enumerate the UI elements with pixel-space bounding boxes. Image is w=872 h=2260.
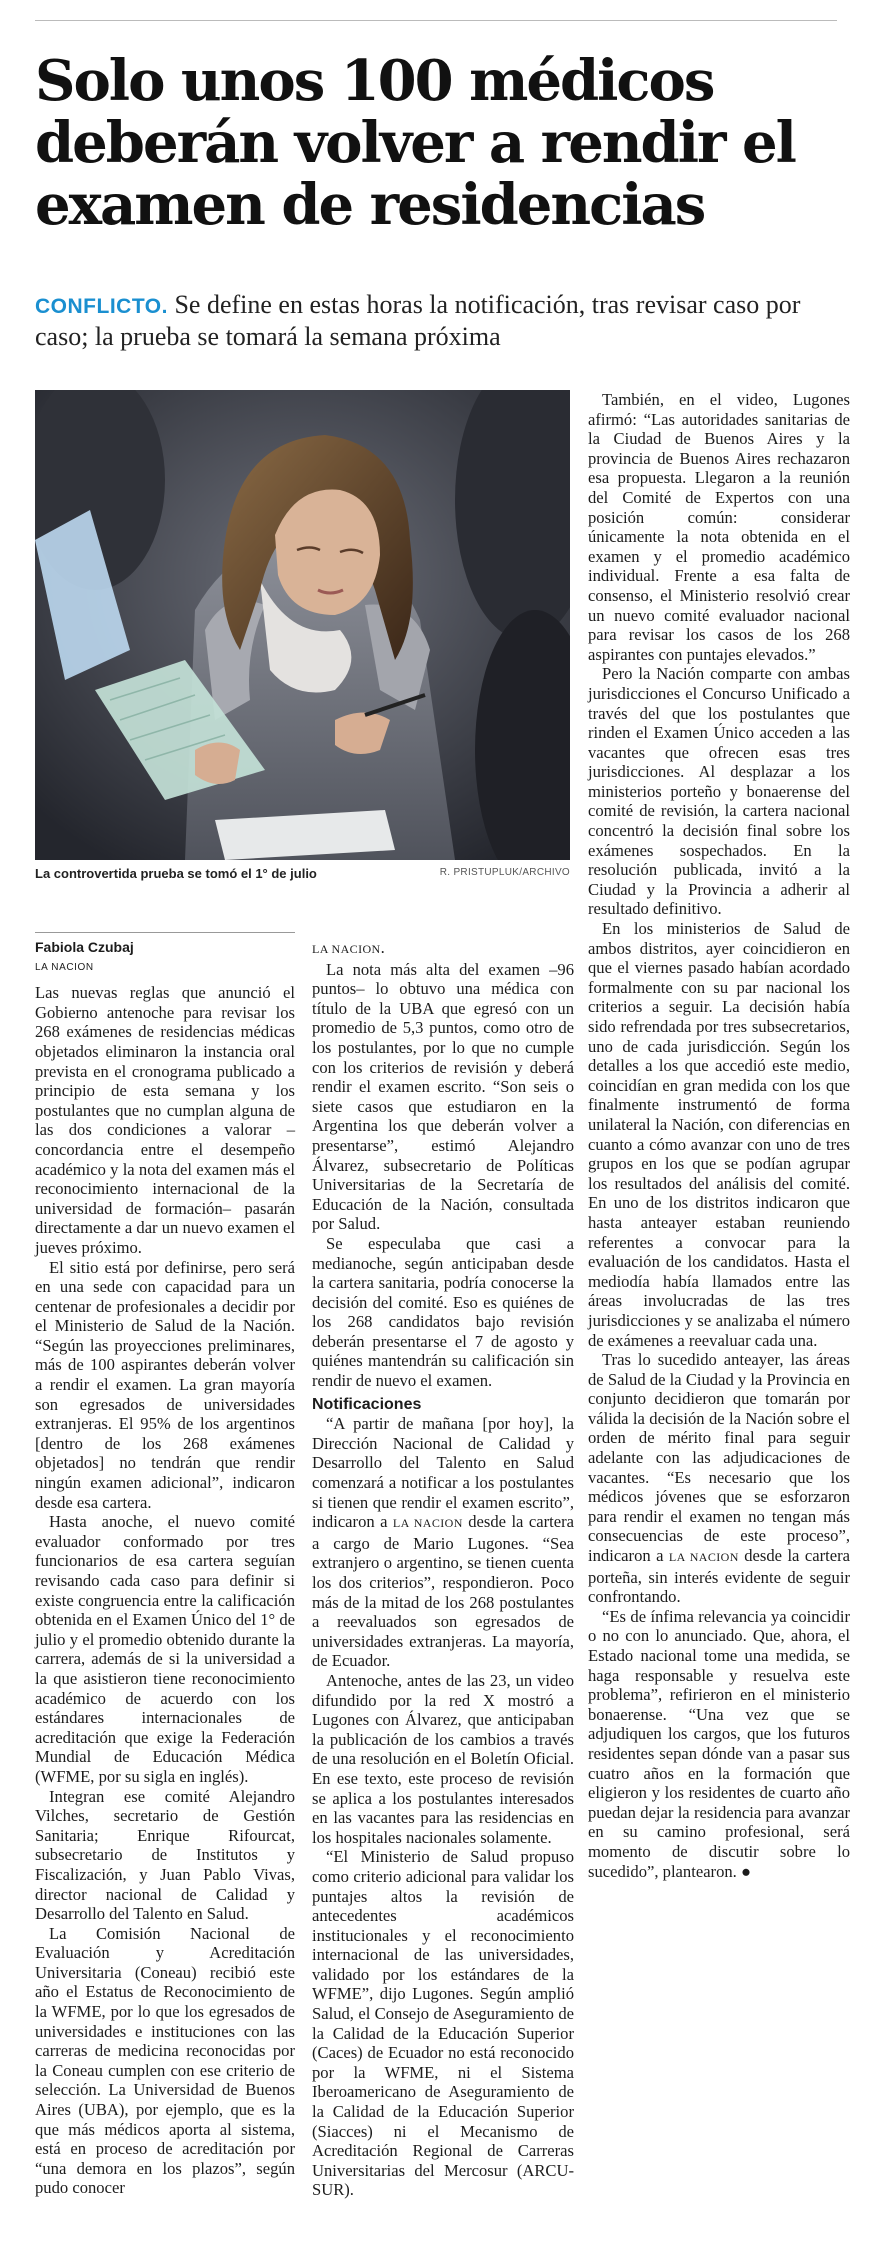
source-mention: LA NACION — [312, 942, 381, 956]
paragraph: Pero la Nación comparte con ambas jurisdicciones el Concurso Unificado a través del que los postulantes que rinden el Examen Único acceden a las vacantes que ofrecen esas tres jurisdicciones. Al desplazar a los ministerios porteño y bonaerense del comité de revisión, la cartera nacional concentró la decisión final sobre los exámenes sospechados. En la resolución publicada, invitó a la Ciudad y la Provincia a adherir al resultado definitivo. — [588, 664, 850, 919]
end-mark: ● — [736, 1861, 751, 1881]
paragraph: También, en el video, Lugones afirmó: “Las autoridades sanitarias de la Ciudad de Buenos Aires y la provincia de Buenos Aires rechazaron esa propuesta. Llegaron a la reunión del Comité de Expertos con una posición común: considerar únicamente la nota obtenida en el examen y el promedio académico individual. Frente a esa falta de consenso, el Ministerio resolvió crear un nuevo comité evaluador nacional para revisar los casos de los 268 aspirantes con puntajes elevados.” — [588, 390, 850, 664]
source-mention: LA NACION — [668, 1550, 739, 1565]
top-rule — [35, 20, 837, 21]
photo-credit: R. PRISTUPLUK/ARCHIVO — [439, 867, 570, 878]
column-3 — [588, 390, 850, 1881]
photo-caption — [35, 866, 570, 881]
paragraph — [588, 1350, 850, 1607]
deck-text: Se define en estas horas la notificación, tras revisar caso por caso; la prueba se tomará la semana próxima — [35, 290, 801, 351]
byline-author: Fabiola Czubaj — [35, 939, 134, 955]
paragraph-text: La Comisión Nacional de Evaluación y Acreditación Universitaria (Coneau) recibió este año el Estatus de Reconocimiento de la WFME, por lo que los egresados de universidades e instituciones con las carreras de medicina reconocidas por la Coneau cumplen con ese criterio de selección. La Universidad de Buenos Aires (UBA), por ejemplo, que es la que más médicos aporta al sistema, está en proceso de acreditación por “una demora en los plazos”, según pudo conocer — [35, 1923, 295, 2198]
paragraph — [588, 1607, 850, 1881]
paragraph-text: “Es de ínfima relevancia ya coincidir o no con lo anunciado. Que, ahora, el Estado nacional tome una medida, se haga responsable y resuelva este problema”, refirieron en el ministerio bonaerense. “Una vez que se adjudiquen los cargos, que los futuros residentes sepan dónde van a pasar sus cuatro años en la formación que eligieron y los residentes de cuarto año puedan dejar la residencia para avanzar en su camino profesional, será momento de discutir sobre lo sucedido”, plantearon. — [588, 1606, 850, 1881]
paragraph: Las nuevas reglas que anunció el Gobierno antenoche para revisar los 268 exámenes de residencias médicas objetados eliminaron la instancia oral prevista en el cronograma publicado a principio de esta semana y los postulantes que no cumplan alguna de las dos condiciones a valorar –concordancia entre el desempeño académico y la nota del examen más el reconocimiento internacional de la universidad de formación– pasarán directamente a dar un nuevo examen el jueves próximo. — [35, 983, 295, 1257]
paragraph: La nota más alta del examen –96 puntos– lo obtuvo una médica con título de la UBA que egresó con un promedio de 5,3 puntos, como otro de los postulantes, por lo que no cumple con los criterios de revisión y deberá rendir el examen escrito. “Son seis o siete casos que estudiaron en la Argentina los que deberán volver a presentarse”, estimó Alejandro Álvarez, subsecretario de Políticas Universitarias de la Secretaría de Educación de la Nación, consultada por Salud. — [312, 959, 574, 1234]
source-mention: LA NACION — [392, 1516, 463, 1531]
paragraph: Antenoche, antes de las 23, un video difundido por la red X mostró a Lugones con Álvarez, que anticipaban la publicación de los cambios a través de una resolución en el Boletín Oficial. En ese texto, este proceso de revisión se aplica a los postulantes interesados en las vacantes para las residencias en los hospitales nacionales solamente. — [312, 1670, 574, 1847]
paragraph: El sitio está por definirse, pero será en una sede con capacidad para un centenar de profesionales a decidir por el Ministerio de Salud de la Nación. “Según las proyecciones preliminares, más de 100 aspirantes deberán volver a rendir el examen. La gran mayoría son egresados de universidades extranjeras. El 95% de los argentinos [dentro de los 268 exámenes objetados] no tendrán que rendir ningún examen adicional”, indicaron desde esa cartera. — [35, 1257, 295, 1512]
caption-text: La controvertida prueba se tomó el 1° de julio — [35, 866, 317, 881]
paragraph-text: Tras lo sucedido anteayer, las áreas de Salud de la Ciudad y la Provincia en conjunto decidieron que tomarán por válida la decisión de la Nación sobre el orden de mérito final para seguir adelante con las adjudicaciones de vacantes. “Es necesario que los médicos jóvenes que se esforzaron para rendir el examen no tengan más consecuencias de este proceso”, indicaron a — [588, 1350, 850, 1566]
punctuation: . — [380, 938, 385, 957]
subhead: Notificaciones — [312, 1395, 422, 1413]
paragraph — [312, 1414, 574, 1671]
paragraph — [35, 1924, 295, 2198]
deck-kicker: CONFLICTO. — [35, 295, 168, 318]
column-1 — [35, 938, 295, 2198]
deck — [35, 290, 835, 352]
byline-source: LA NACION — [35, 961, 94, 973]
photo-illustration — [35, 390, 570, 860]
byline-rule — [35, 932, 295, 933]
paragraph-continued — [312, 938, 574, 960]
paragraph-text: “A partir de mañana [por hoy], la Dirección Nacional de Calidad y Desarrollo del Talento en Salud comenzará a notificar a los postulantes si tienen que rendir el examen escrito”, indicaron a — [312, 1414, 574, 1532]
paragraph: Integran ese comité Alejandro Vilches, secretario de Gestión Sanitaria; Enrique Rifourcat, subsecretario de Institutos y Fiscalización, y Juan Pablo Vivas, director nacional de Calidad y Desarrollo del Talento en Salud. — [35, 1786, 295, 1924]
paragraph: En los ministerios de Salud de ambos distritos, ayer coincidieron en que el viernes pasado habían acordado formalmente con su par nacional los criterios a seguir. La decisión había sido refrendada por tres subsecretarios, uno de cada jurisdicción. Según los detalles a los que accedió este medio, coincidían en gran medida con los que finalmente instrumentó de forma unilateral la Nación, con diferencias en cuanto a cómo avanzar con uno de tres grupos en los que se podían agrupar los resultados del análisis del comité. En uno de los distritos indicaron que hasta anteayer estaban reuniendo referentes a convocar para la evaluación de los candidatos. Hasta el mediodía había llamados entre las áreas involucradas de las tres jurisdicciones y se analizaba el número de exámenes a reevaluar cada una. — [588, 919, 850, 1350]
paragraph: Hasta anoche, el nuevo comité evaluador conformado por tres funcionarios de esa cartera seguían revisando cada caso para definir si existe congruencia entre la calificación obtenida en el Examen Único del 1° de julio y el promedio obtenido durante la carrera, además de si la universidad a la que asistieron tiene reconocimiento académico de acuerdo con los estándares internacionales de acreditación que exige la Federación Mundial de Educación Médica (WFME, por su sigla en inglés). — [35, 1512, 295, 1786]
paragraph: “El Ministerio de Salud propuso como criterio adicional para validar los puntajes altos la revisión de antecedentes académicos institucionales y el reconocimiento internacional de las universidades, validado por los estándares de la WFME”, dijo Lugones. Según amplió Salud, el Consejo de Aseguramiento de la Calidad de la Educación Superior (Caces) de Ecuador no está reconocido por la WFME, ni el Sistema Iberoamericano de Aseguramiento de la Calidad de la Educación Superior (Siacces) ni el Mecanismo de Acreditación Regional de Carreras Universitarias del Mercosur (ARCU-SUR). — [312, 1847, 574, 2200]
article-photo — [35, 390, 570, 860]
headline: Solo unos 100 médicos deberán volver a rendir el examen de residencias — [35, 48, 795, 238]
paragraph-text: desde la cartera porteña, sin interés evidente de seguir confrontando. — [588, 1546, 850, 1607]
paragraph: Se especulaba que casi a medianoche, según anticipaban desde la cartera sanitaria, podría conocerse la decisión del comité. Eso es quiénes de los 268 candidatos bajo revisión deberán presentarse el 7 de agosto y quiénes mantendrán su calificación sin rendir de nuevo el examen. — [312, 1233, 574, 1391]
paragraph-text: desde la cartera a cargo de Mario Lugones. “Sea extranjero o argentino, se tienen cuenta los dos criterios”, respondieron. Poco más de la mitad de los 268 postulantes a reevaluados son egresados de universidades extranjeras. La mayoría, de Ecuador. — [312, 1512, 574, 1671]
column-2 — [312, 938, 574, 2200]
